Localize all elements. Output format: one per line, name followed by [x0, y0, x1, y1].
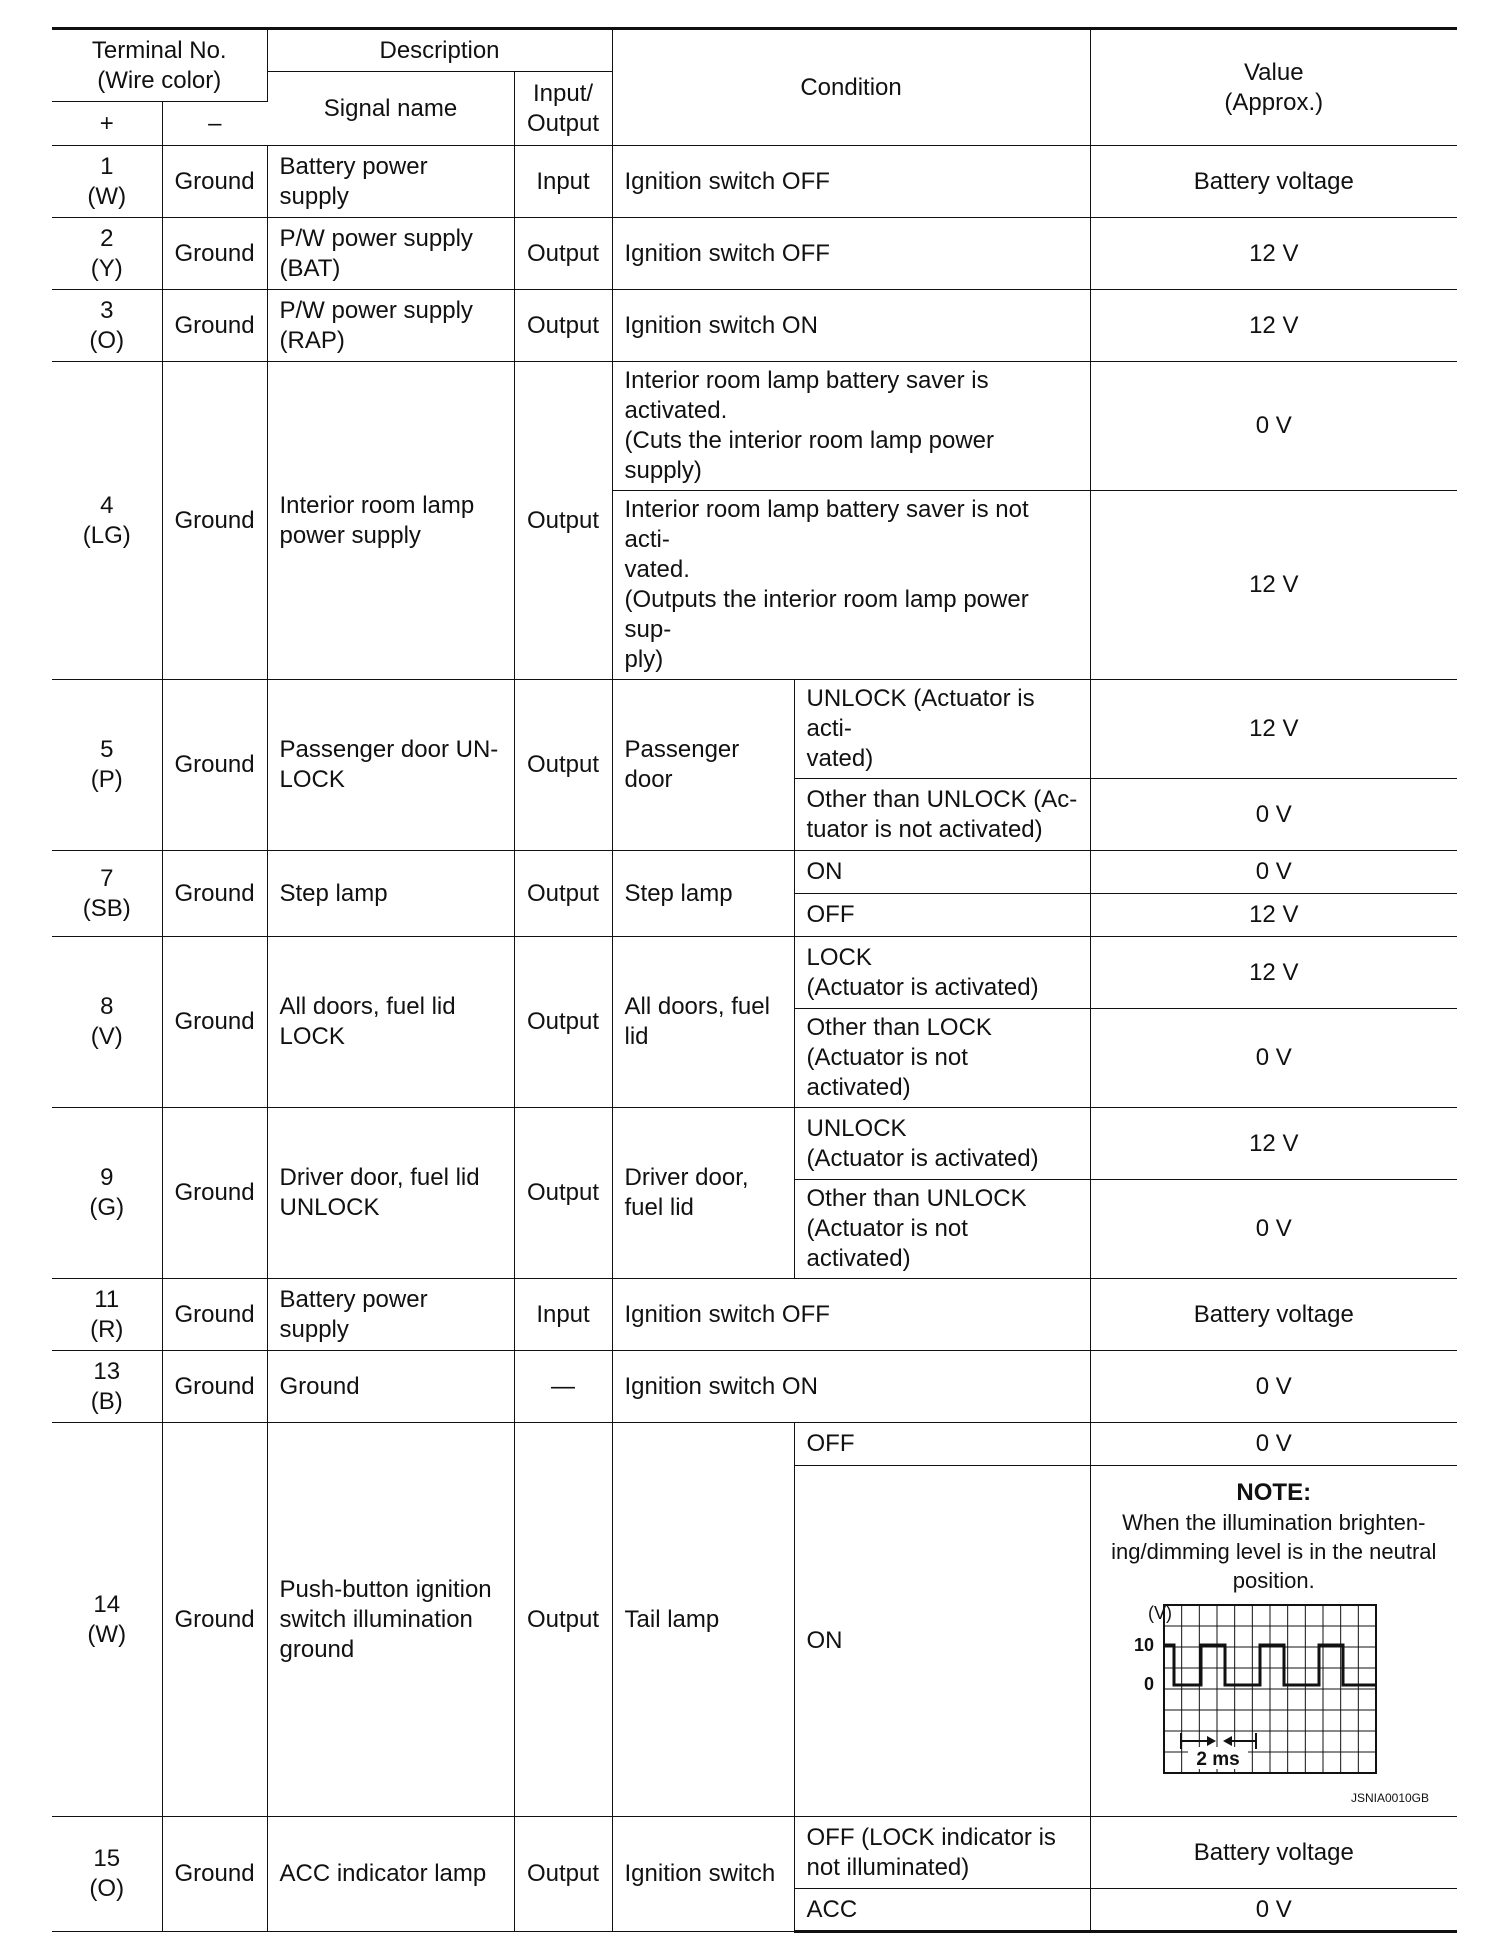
- ground-cell: Ground: [162, 1817, 267, 1932]
- io-cell: Output: [514, 1817, 612, 1932]
- ground-cell: Ground: [162, 1351, 267, 1423]
- state-cell: OFF: [794, 1423, 1090, 1466]
- waveform-diagram: [1099, 1601, 1450, 1805]
- terminal-cell: 8 (V): [52, 937, 162, 1108]
- io-cell: Output: [514, 290, 612, 362]
- header-minus: –: [162, 102, 267, 146]
- figure-code: JSNIA0010GB: [1350, 1790, 1430, 1805]
- header-terminal-no: Terminal No. (Wire color): [52, 29, 267, 102]
- terminal-cell: 3 (O): [52, 290, 162, 362]
- signal-cell: Driver door, fuel lid UNLOCK: [267, 1108, 514, 1279]
- signal-cell: Battery power supply: [267, 1279, 514, 1351]
- signal-cell: Step lamp: [267, 851, 514, 937]
- value-cell: Battery voltage: [1090, 146, 1457, 218]
- value-cell: 12 V: [1090, 894, 1457, 937]
- io-cell: Output: [514, 680, 612, 851]
- signal-cell: ACC indicator lamp: [267, 1817, 514, 1932]
- header-condition: Condition: [612, 29, 1090, 146]
- io-cell: Input: [514, 1279, 612, 1351]
- terminal-cell: 9 (G): [52, 1108, 162, 1279]
- header-plus: +: [52, 102, 162, 146]
- state-cell: ON: [794, 851, 1090, 894]
- arrow-head-right-icon: [1207, 1736, 1216, 1746]
- value-cell: 0 V: [1090, 1423, 1457, 1466]
- table-row: [52, 1279, 1457, 1351]
- wave-high-label: 10: [1133, 1634, 1154, 1655]
- io-cell: —: [514, 1351, 612, 1423]
- ground-cell: Ground: [162, 1279, 267, 1351]
- condition-cell: Driver door, fuel lid: [612, 1108, 794, 1279]
- header-description: Description: [267, 29, 612, 72]
- io-cell: Output: [514, 362, 612, 680]
- header-signal-name: Signal name: [267, 72, 514, 146]
- wave-low-label: 0: [1143, 1673, 1154, 1694]
- state-cell: Other than UNLOCK (Actuator is not activated): [794, 1180, 1090, 1279]
- ground-cell: Ground: [162, 851, 267, 937]
- terminal-cell: 13 (B): [52, 1351, 162, 1423]
- ground-cell: Ground: [162, 1108, 267, 1279]
- terminal-cell: 15 (O): [52, 1817, 162, 1932]
- ground-cell: Ground: [162, 1423, 267, 1817]
- terminal-cell: 4 (LG): [52, 362, 162, 680]
- terminal-spec-document: [52, 27, 1457, 1933]
- value-cell: 12 V: [1090, 937, 1457, 1009]
- table-row: [52, 1423, 1457, 1466]
- note-cell: [1090, 1466, 1457, 1817]
- condition-cell: Ignition switch: [612, 1817, 794, 1932]
- state-cell: Other than UNLOCK (Ac- tuator is not activated): [794, 779, 1090, 851]
- header-value: Value (Approx.): [1090, 29, 1457, 146]
- io-cell: Input: [514, 146, 612, 218]
- value-cell: 0 V: [1090, 1351, 1457, 1423]
- io-cell: Output: [514, 851, 612, 937]
- terminal-cell: 1 (W): [52, 146, 162, 218]
- state-cell: ON: [794, 1466, 1090, 1817]
- wave-period-label: 2 ms: [1196, 1748, 1240, 1770]
- state-cell: OFF (LOCK indicator is not illuminated): [794, 1817, 1090, 1889]
- terminal-cell: 14 (W): [52, 1423, 162, 1817]
- note-title: NOTE:: [1236, 1478, 1312, 1506]
- value-cell: 0 V: [1090, 362, 1457, 491]
- header-input-output: Input/ Output: [514, 72, 612, 146]
- value-cell: 12 V: [1090, 218, 1457, 290]
- signal-cell: Passenger door UN- LOCK: [267, 680, 514, 851]
- value-cell: 0 V: [1090, 1009, 1457, 1108]
- signal-cell: Push-button ignition switch illumination ground: [267, 1423, 514, 1817]
- state-cell: ACC: [794, 1889, 1090, 1932]
- condition-cell: Passenger door: [612, 680, 794, 851]
- table-row: [52, 1108, 1457, 1180]
- ground-cell: Ground: [162, 937, 267, 1108]
- condition-cell: Tail lamp: [612, 1423, 794, 1817]
- condition-cell: Ignition switch ON: [612, 290, 1090, 362]
- value-cell: 12 V: [1090, 290, 1457, 362]
- table-row: [52, 146, 1457, 218]
- value-cell: 0 V: [1090, 1889, 1457, 1932]
- condition-cell: Ignition switch OFF: [612, 218, 1090, 290]
- table-row: [52, 937, 1457, 1009]
- table-row: [52, 851, 1457, 894]
- note-body: When the illumination brighten- ing/dimming level is in the neutral position.: [1111, 1509, 1437, 1593]
- signal-cell: P/W power supply (BAT): [267, 218, 514, 290]
- table-row: [52, 1817, 1457, 1889]
- table-row: [52, 218, 1457, 290]
- value-cell: 0 V: [1090, 1180, 1457, 1279]
- arrow-head-left-icon: [1223, 1736, 1232, 1746]
- table-row: [52, 1351, 1457, 1423]
- condition-cell: Ignition switch ON: [612, 1351, 1090, 1423]
- table-row: [52, 680, 1457, 779]
- value-cell: Battery voltage: [1090, 1279, 1457, 1351]
- condition-cell: Ignition switch OFF: [612, 1279, 1090, 1351]
- state-cell: UNLOCK (Actuator is acti- vated): [794, 680, 1090, 779]
- terminal-cell: 5 (P): [52, 680, 162, 851]
- terminal-spec-table: [52, 27, 1457, 1933]
- table-row: [52, 362, 1457, 491]
- value-cell: 12 V: [1090, 491, 1457, 680]
- io-cell: Output: [514, 1108, 612, 1279]
- signal-cell: Ground: [267, 1351, 514, 1423]
- io-cell: Output: [514, 937, 612, 1108]
- ground-cell: Ground: [162, 362, 267, 680]
- ground-cell: Ground: [162, 146, 267, 218]
- io-cell: Output: [514, 218, 612, 290]
- square-wave-plot: [1124, 1601, 1424, 1779]
- table-row: [52, 290, 1457, 362]
- state-cell: UNLOCK (Actuator is activated): [794, 1108, 1090, 1180]
- value-cell: 0 V: [1090, 779, 1457, 851]
- terminal-cell: 2 (Y): [52, 218, 162, 290]
- value-cell: 12 V: [1090, 680, 1457, 779]
- signal-cell: Battery power supply: [267, 146, 514, 218]
- io-cell: Output: [514, 1423, 612, 1817]
- signal-cell: All doors, fuel lid LOCK: [267, 937, 514, 1108]
- ground-cell: Ground: [162, 218, 267, 290]
- ground-cell: Ground: [162, 680, 267, 851]
- wave-unit-label: (V): [1147, 1602, 1172, 1623]
- condition-cell: Interior room lamp battery saver is activated. (Cuts the interior room lamp power supply): [612, 362, 1090, 491]
- value-cell: Battery voltage: [1090, 1817, 1457, 1889]
- condition-cell: Step lamp: [612, 851, 794, 937]
- condition-cell: Ignition switch OFF: [612, 146, 1090, 218]
- signal-cell: P/W power supply (RAP): [267, 290, 514, 362]
- state-cell: LOCK (Actuator is activated): [794, 937, 1090, 1009]
- ground-cell: Ground: [162, 290, 267, 362]
- state-cell: OFF: [794, 894, 1090, 937]
- terminal-cell: 11 (R): [52, 1279, 162, 1351]
- terminal-cell: 7 (SB): [52, 851, 162, 937]
- value-cell: 0 V: [1090, 851, 1457, 894]
- state-cell: Other than LOCK (Actuator is not activated): [794, 1009, 1090, 1108]
- signal-cell: Interior room lamp power supply: [267, 362, 514, 680]
- condition-cell: All doors, fuel lid: [612, 937, 794, 1108]
- condition-cell: Interior room lamp battery saver is not acti- vated. (Outputs the interior room lamp power sup- ply): [612, 491, 1090, 680]
- value-cell: 12 V: [1090, 1108, 1457, 1180]
